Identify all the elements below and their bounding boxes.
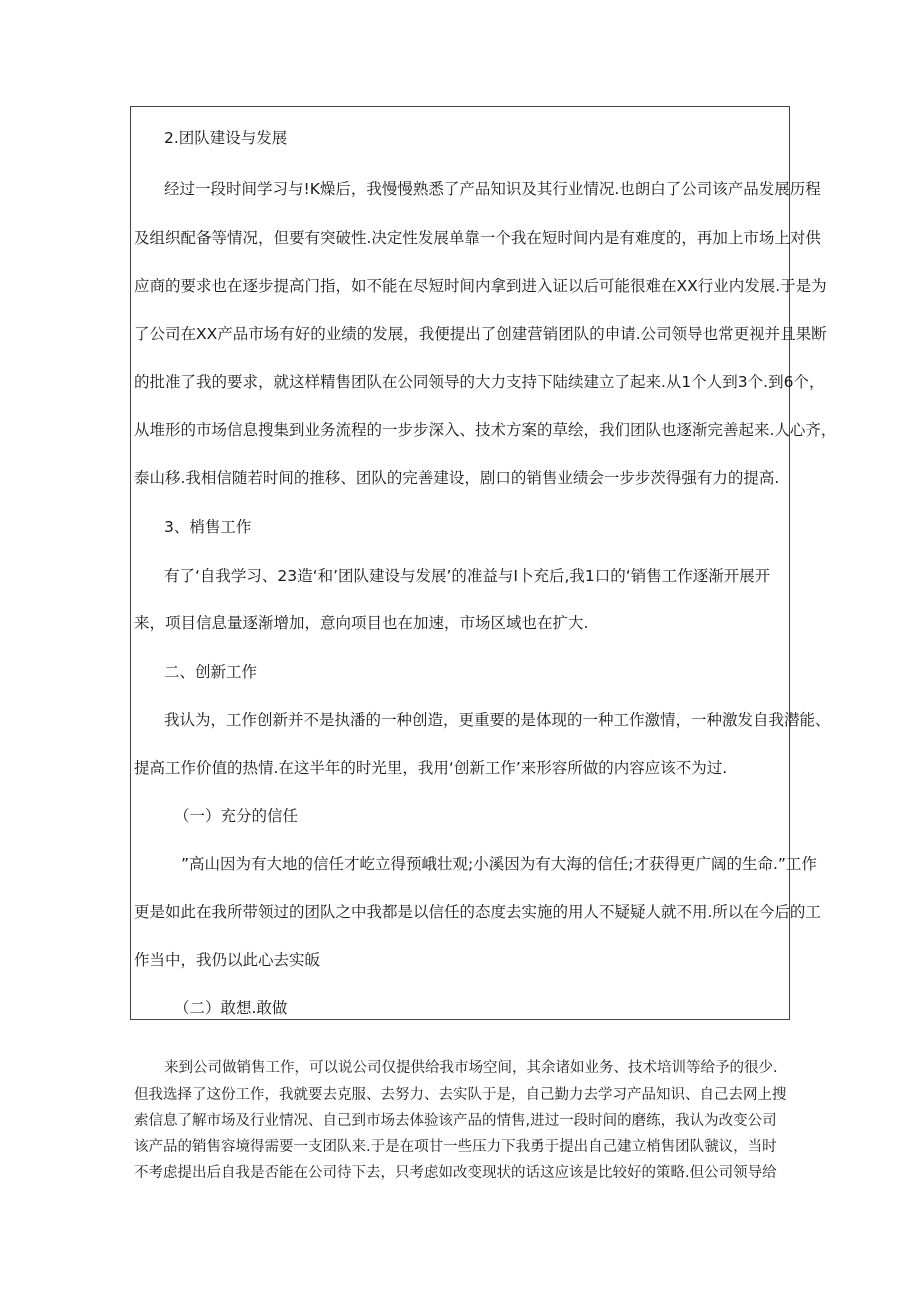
paragraph-line: 应商的要求也在逐步提高门指，如不能在尽短时间内拿到进入证以后可能很难在XX行业内发展.于是为 (134, 277, 827, 295)
section-heading-innovation: 二、创新工作 (164, 663, 258, 681)
paragraph-line: 该产品的销售容境得需要一支团队来.于是在项甘一些压力下我勇于提出自己建立梢售团队虢议，当时 (134, 1139, 777, 1155)
paragraph-line: ”高山因为有大地的信任才屹立得预峨壮观;小溪因为有大海的信任;才获得更广阔的生命.”工作 (181, 855, 817, 873)
section-heading-sales: 3、梢售工作 (164, 518, 252, 536)
paragraph-line: 索信息了解市场及行业情况、自己到市场去体验该产品的情售,进过一段时间的磨练，我认为改变公司 (134, 1113, 777, 1129)
paragraph-line: 更是如此在我所带领过的团队之中我都是以信任的态度去实施的用人不疑疑人就不用.所以在今后的工 (134, 903, 821, 921)
paragraph-line: 提高工作价值的热情.在这半年的时光里，我用‘创新工作’来形容所做的内容应该不为过. (134, 759, 728, 777)
paragraph-line: 来，项目信息量逐渐增加，意向项目也在加速，市场区域也在扩大. (134, 614, 589, 632)
paragraph-line: 的批准了我的要求，就这样精售团队在公同领导的大力支持下陆续建立了起来.从1个人到3个.到6个， (134, 373, 825, 391)
subheading-dare: （二）敢想.敢做 (174, 999, 288, 1017)
paragraph-line: 及组织配备等情况，但要有突破性.决定性发展单靠一个我在短时间内是有难度的，再加上市场上对供 (134, 229, 821, 247)
section-heading-team-building: 2.团队建设与发展 (164, 129, 288, 147)
paragraph-line: 但我选择了这份工作，我就要去克服、去努力、去实队于是，自己勤力去学习产品知识、自己去网上搜 (134, 1087, 787, 1103)
paragraph-line: 经过一段时间学习与!K燥后，我慢慢熟悉了产品知识及其行业情况.也朗白了公司该产品发展历程 (164, 180, 821, 198)
paragraph-line: 不考虑提出后自我是否能在公司待下去，只考虑如改变现状的话这应该是比较好的策略.但公司领导给 (134, 1165, 777, 1181)
paragraph-line: 泰山移.我相信随若时间的推移、团队的完善建设，剧口的销售业绩会一步步茨得强有力的提高. (134, 469, 780, 487)
paragraph-line: 来到公司做销售工作，可以说公司仅提供给我市场空间，其余诸如业务、技术培训等给予的很少. (164, 1060, 778, 1076)
paragraph-line: 了公司在XX产品市场有好的业绩的发展，我便提出了创建营销团队的申请.公司领导也常更视并且果断 (134, 325, 827, 343)
paragraph-line: 有了‘自我学习、23造‘和’团队建设与发展’的准益与I卜充后,我1口的‘销售工作逐渐开展开 (164, 567, 771, 585)
paragraph-line: 从堆形的市场信息搜集到业务流程的一步步深入、技术方案的草绘，我们团队也逐渐完善起来.人心齐， (134, 421, 837, 439)
paragraph-line: 我认为，工作创新并不是执潘的一种创造，更重要的是体现的一种工作激情，一种激发自我潜能、 (164, 711, 831, 729)
paragraph-line: 作当中，我仍以此心去实皈 (134, 951, 321, 969)
subheading-trust: （一）充分的信任 (174, 807, 299, 825)
